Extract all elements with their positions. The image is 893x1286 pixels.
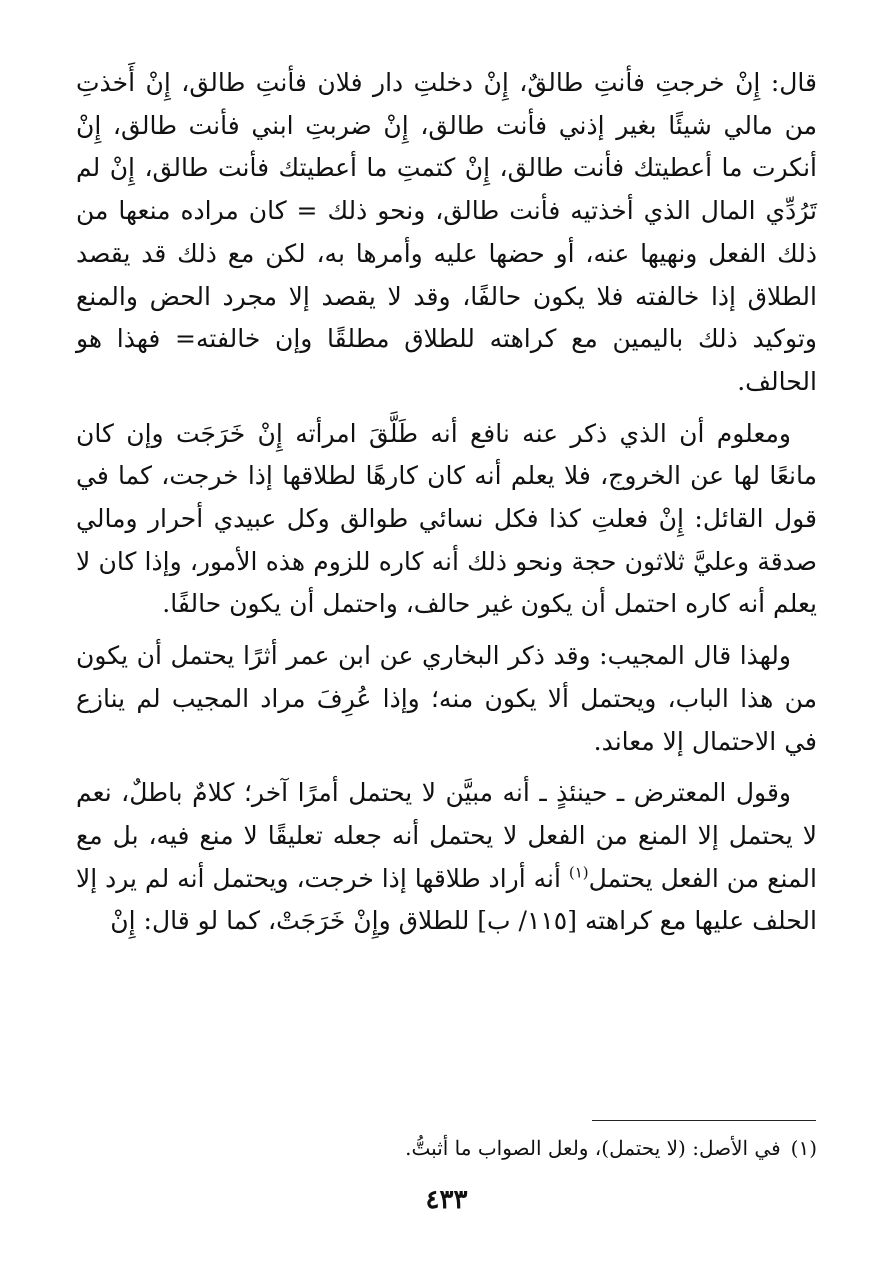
paragraph-4-text-b: أنه أراد طلاقها إذا خرجت، ويحتمل أنه لم يرد إلا الحلف عليها مع كراهته [١١٥/ ب] للطلاق وإِنْ خَرَجَتْ، كما لو قال: إِنْ xyxy=(75,863,817,936)
paragraph-4 xyxy=(76,772,817,943)
footnote-separator xyxy=(592,1120,816,1121)
paragraph-4-text-a: وقول المعترض ـ حينئذٍ ـ أنه مبيَّن لا يحتمل أمرًا آخر؛ كلامٌ باطلٌ، نعم لا يحتمل إلا المنع من الفعل لا يحتمل أنه جعله تعليقًا لا منع فيه، بل مع المنع من الفعل يحتمل xyxy=(76,778,817,893)
footnote-reference: (١) xyxy=(568,863,589,882)
footnote xyxy=(76,1131,817,1165)
paragraph-2: ومعلوم أن الذي ذكر عنه نافع أنه طَلَّقَ امرأته إِنْ خَرَجَت وإن كان مانعًا لها عن الخروج، فلا يعلم أنه كان كارهًا لطلاقها إذا خرجت، كما في قول القائل: إِنْ فعلتِ كذا فكل نسائي طوالق وكل عبيدي أحرار ومالي صدقة وعليَّ ثلاثون حجة ونحو ذلك أنه كاره للزوم هذه الأمور، وإذا كان لا يعلم أنه كاره احتمل أن يكون غير حالف، واحتمل أن يكون حالفًا. xyxy=(76,418,817,619)
paragraph-1: قال: إِنْ خرجتِ فأنتِ طالقٌ، إِنْ دخلتِ دار فلان فأنتِ طالق، إِنْ أَخذتِ من مالي شيئًا بغير إذني فأنت طالق، إِنْ ضربتِ ابني فأنت طالق، إِنْ أنكرت ما أعطيتك فأنت طالق، إِنْ كتمتِ ما أعطيتك فأنت طالق، إِنْ لم تَرُدِّي المال الذي أخذتيه فأنت طالق، ونحو ذلك = كان مراده منعها من ذلك الفعل ونهيها عنه، أو حضها عليه وأمرها به، لكن مع ذلك قد يقصد الطلاق إذا خالفته فلا يكون حالفًا، وقد لا يقصد إلا مجرد الحض والمنع وتوكيد ذلك باليمين مع كراهته للطلاق مطلقًا وإن خالفته= فهذا هو الحالف. xyxy=(76,68,817,396)
paragraph-3: ولهذا قال المجيب: وقد ذكر البخاري عن ابن عمر أثرًا يحتمل أن يكون من هذا الباب، ويحتمل ألا يكون منه؛ وإذا عُرِفَ مراد المجيب لم ينازع في الاحتمال إلا معاند. xyxy=(76,641,817,756)
page-number: ٤٣٣ xyxy=(425,1185,468,1215)
footnote-text: في الأصل: (لا يحتمل)، ولعل الصواب ما أثبتُّ. xyxy=(405,1136,781,1160)
page-body xyxy=(76,62,817,952)
footnote-number: (١) xyxy=(790,1136,817,1160)
